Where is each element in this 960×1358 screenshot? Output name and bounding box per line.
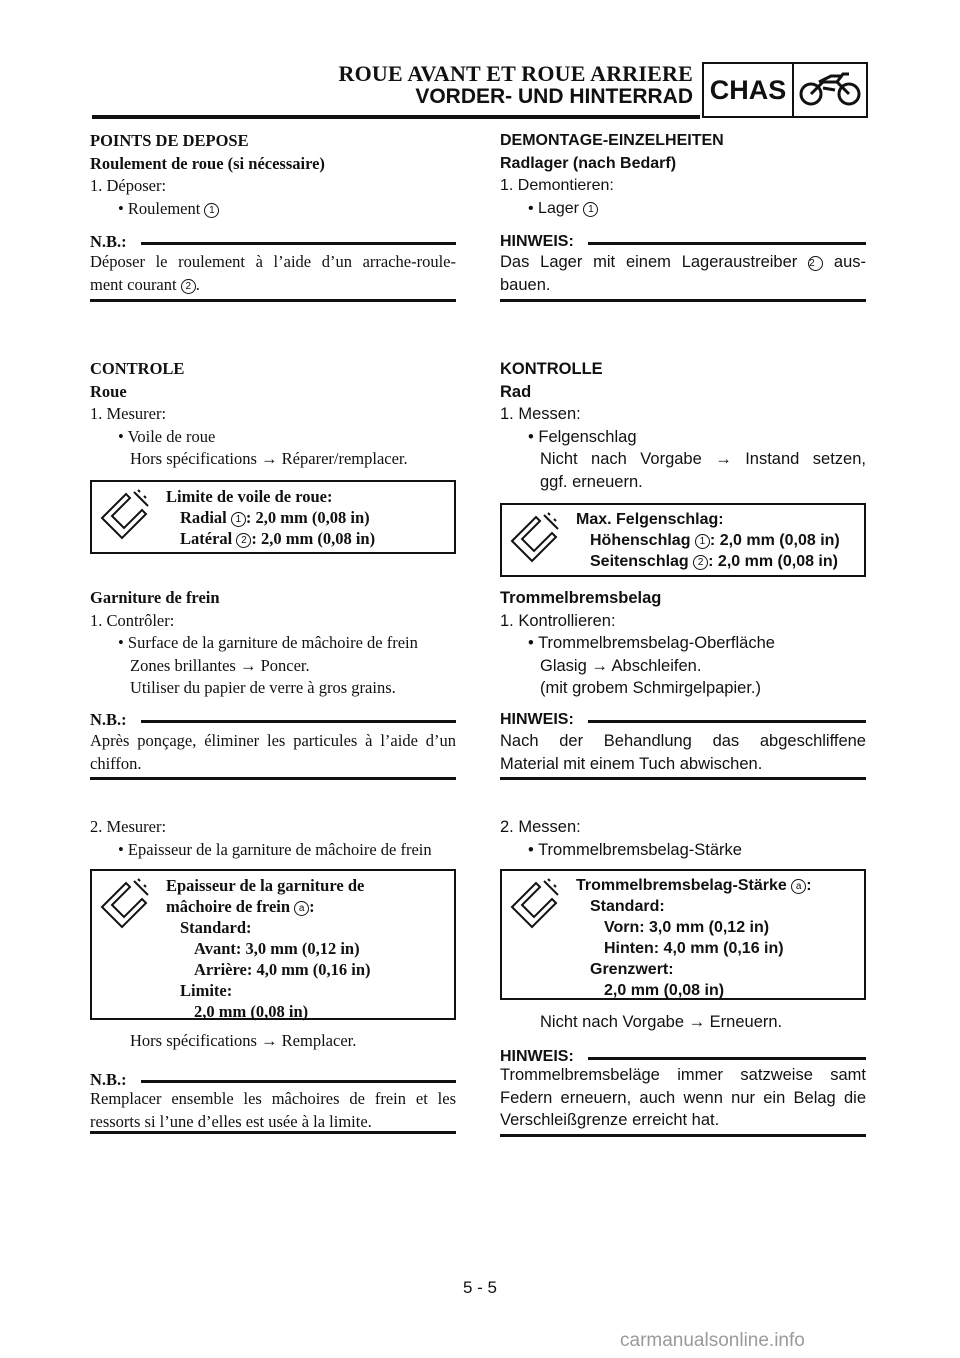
right-spec1-box [500, 503, 866, 577]
right-measure-action: Nicht nach Vorgabe → Erneuern. [540, 1013, 783, 1031]
right-lining-action1: Glasig → Abschleifen. [540, 656, 702, 675]
left-wheel-sub: Roue [90, 381, 127, 401]
note-label: N.B.: [90, 710, 127, 729]
left-spec1-line2: Latéral 2 : 2,0 mm (0,08 in) [180, 529, 376, 548]
note-label: N.B.: [90, 1070, 127, 1089]
left-note1-body [90, 251, 456, 296]
right-note3-line2: Federn erneuern, auch wenn nur ein Belag die [500, 1088, 866, 1107]
header-title-fr: ROUE AVANT ET ROUE ARRIERE [338, 61, 693, 86]
right-lining-item: • Trommelbremsbelag-Oberfläche [528, 634, 775, 652]
left-note2-header [90, 709, 456, 732]
note-label: N.B.: [90, 232, 127, 251]
left-note3-body [90, 1088, 456, 1133]
right-measure-action-block [500, 1011, 866, 1034]
left-spec2-title2: mâchoire de frein a : [166, 897, 315, 916]
right-spec2-limit: Grenzwert: [590, 961, 674, 978]
right-removal-item: • Lager 1 [500, 198, 866, 221]
left-removal-step: 1. Déposer: [90, 176, 167, 195]
left-note2-line2: chiffon. [90, 753, 142, 773]
right-note1-line2: bauen. [500, 275, 551, 294]
left-check-heading: CONTROLE [90, 359, 185, 378]
right-spec2-limit-val: 2,0 mm (0,08 in) [604, 982, 725, 999]
note-label: HINWEIS: [500, 711, 574, 728]
left-lining-sub: Garniture de frein [90, 588, 220, 607]
right-spec2-title: Trommelbremsbelag-Stärke a : [576, 877, 812, 894]
left-measure-step: 2. Mesurer: [90, 817, 167, 836]
right-note2-header [500, 709, 866, 732]
right-note2-end-rule [500, 777, 866, 780]
right-lining-sub: Trommelbremsbelag [500, 589, 662, 607]
left-removal-heading: POINTS DE DEPOSE [90, 131, 249, 150]
left-wheel-item: • Voile de roue [118, 426, 216, 446]
motorcycle-icon [794, 64, 866, 116]
caliper-icon [92, 871, 156, 1018]
right-wheel-action2: ggf. erneuern. [540, 472, 643, 491]
right-wheel-item: • Felgenschlag [528, 427, 637, 446]
right-note1-body [500, 251, 866, 296]
watermark: carmanualsonline.info [620, 1330, 805, 1351]
left-spec1-line1: Radial 1 : 2,0 mm (0,08 in) [180, 508, 370, 527]
left-spec2-limit: Limite: [180, 981, 233, 1000]
right-lining-section [500, 587, 866, 700]
caliper-icon [502, 871, 566, 998]
right-note3-body [500, 1064, 866, 1132]
right-spec2-box [500, 869, 866, 1000]
left-spec2-title1: Epaisseur de la garniture de [166, 876, 365, 895]
right-note2-line1: Nach der Behandlung das abgeschliffene [500, 732, 866, 750]
left-measure-action-block [90, 1030, 456, 1053]
left-note2-line1: Après ponçage, éliminer les particules à l’aide d’un [90, 731, 456, 750]
left-measure-section [90, 816, 456, 861]
right-check-heading: KONTROLLE [500, 360, 603, 378]
header-title-de: VORDER- UND HINTERRAD [415, 85, 693, 108]
left-note2-end-rule [90, 777, 456, 780]
ref-marker: 1 [204, 203, 219, 218]
caliper-icon [92, 482, 156, 552]
left-wheel-action: Hors spécifications → Réparer/remplacer. [130, 449, 408, 468]
note-label: HINWEIS: [500, 233, 574, 250]
right-note1-line1: Das Lager mit einem Lageraustreiber 2 aus- [500, 253, 866, 271]
right-note2-body [500, 730, 866, 775]
right-removal-step: 1. Demontieren: [500, 177, 614, 194]
section-code: CHAS [704, 64, 794, 116]
left-lining-item: • Surface de la garniture de mâchoire de frein [118, 633, 418, 652]
right-wheel-sub: Rad [500, 382, 532, 401]
right-spec1-line2: Seitenschlag 2 : 2,0 mm (0,08 in) [590, 553, 838, 570]
left-lining-action1: Zones brillantes → Poncer. [130, 655, 310, 675]
right-removal-sub: Radlager (nach Bedarf) [500, 154, 677, 172]
left-spec1-title: Limite de voile de roue: [166, 487, 333, 506]
right-note3-line1: Trommelbremsbeläge immer satzweise samt [500, 1066, 866, 1084]
right-spec1-title: Max. Felgenschlag: [576, 511, 724, 528]
page-number: 5 - 5 [462, 1278, 498, 1297]
section-badge [702, 62, 868, 118]
right-measure-item: • Trommelbremsbelag-Stärke [528, 840, 742, 859]
right-spec2-std: Standard: [590, 898, 665, 915]
right-spec2-rear: Hinten: 4,0 mm (0,16 in) [604, 940, 784, 957]
left-removal-item: • Roulement 1 [90, 198, 456, 221]
right-note3-end-rule [500, 1134, 866, 1137]
note-label: HINWEIS: [500, 1048, 574, 1065]
right-spec2-front: Vorn: 3,0 mm (0,12 in) [604, 919, 770, 936]
left-lining-section [90, 587, 456, 700]
right-measure-section [500, 816, 866, 861]
left-wheel-step: 1. Mesurer: [90, 404, 167, 423]
header-rule [92, 115, 700, 119]
left-spec2-std: Standard: [180, 918, 252, 937]
left-note3-line2: ressorts si l’une d’elles est usée à la limite. [90, 1111, 372, 1131]
right-removal-heading: DEMONTAGE-EINZELHEITEN [500, 132, 724, 149]
caliper-icon [502, 505, 566, 575]
right-check-section [500, 358, 866, 493]
left-note1-end-rule [90, 299, 456, 302]
left-removal-sub: Roulement de roue (si nécessaire) [90, 153, 325, 173]
left-removal-section [90, 130, 456, 220]
left-spec1-box [90, 480, 456, 554]
left-spec2-box [90, 869, 456, 1020]
left-spec2-rear: Arrière: 4,0 mm (0,16 in) [194, 960, 371, 979]
right-lining-step: 1. Kontrollieren: [500, 611, 616, 630]
left-lining-step: 1. Contrôler: [90, 610, 175, 630]
left-note1-line2: ment courant 2 . [90, 274, 200, 294]
right-note2-line2: Material mit einem Tuch abwischen. [500, 754, 763, 773]
left-spec2-front: Avant: 3,0 mm (0,12 in) [194, 939, 360, 958]
left-note3-line1: Remplacer ensemble les mâchoires de frein et les [90, 1089, 456, 1108]
left-measure-item: • Epaisseur de la garniture de mâchoire de frein [118, 839, 432, 859]
left-lining-action2: Utiliser du papier de verre à gros grains. [130, 678, 396, 697]
left-spec2-limit-val: 2,0 mm (0,08 in) [194, 1002, 309, 1021]
left-check-section [90, 358, 456, 471]
left-note2-body [90, 730, 456, 775]
right-wheel-step: 1. Messen: [500, 405, 581, 423]
left-note1-line1: Déposer le roulement à l’aide d’un arrache-roule- [90, 252, 456, 271]
left-note3-end-rule [90, 1131, 456, 1134]
right-spec1-line1: Höhenschlag 1 : 2,0 mm (0,08 in) [590, 532, 840, 549]
left-measure-action: Hors spécifications → Remplacer. [130, 1031, 357, 1050]
right-note3-line3: Verschleißgrenze erreicht hat. [500, 1111, 720, 1129]
right-measure-step: 2. Messen: [500, 818, 581, 836]
right-removal-section [500, 130, 866, 220]
right-wheel-action1: Nicht nach Vorgabe → Instand setzen, [540, 450, 866, 468]
right-note1-end-rule [500, 299, 866, 302]
right-lining-action2: (mit grobem Schmirgelpapier.) [540, 679, 761, 697]
